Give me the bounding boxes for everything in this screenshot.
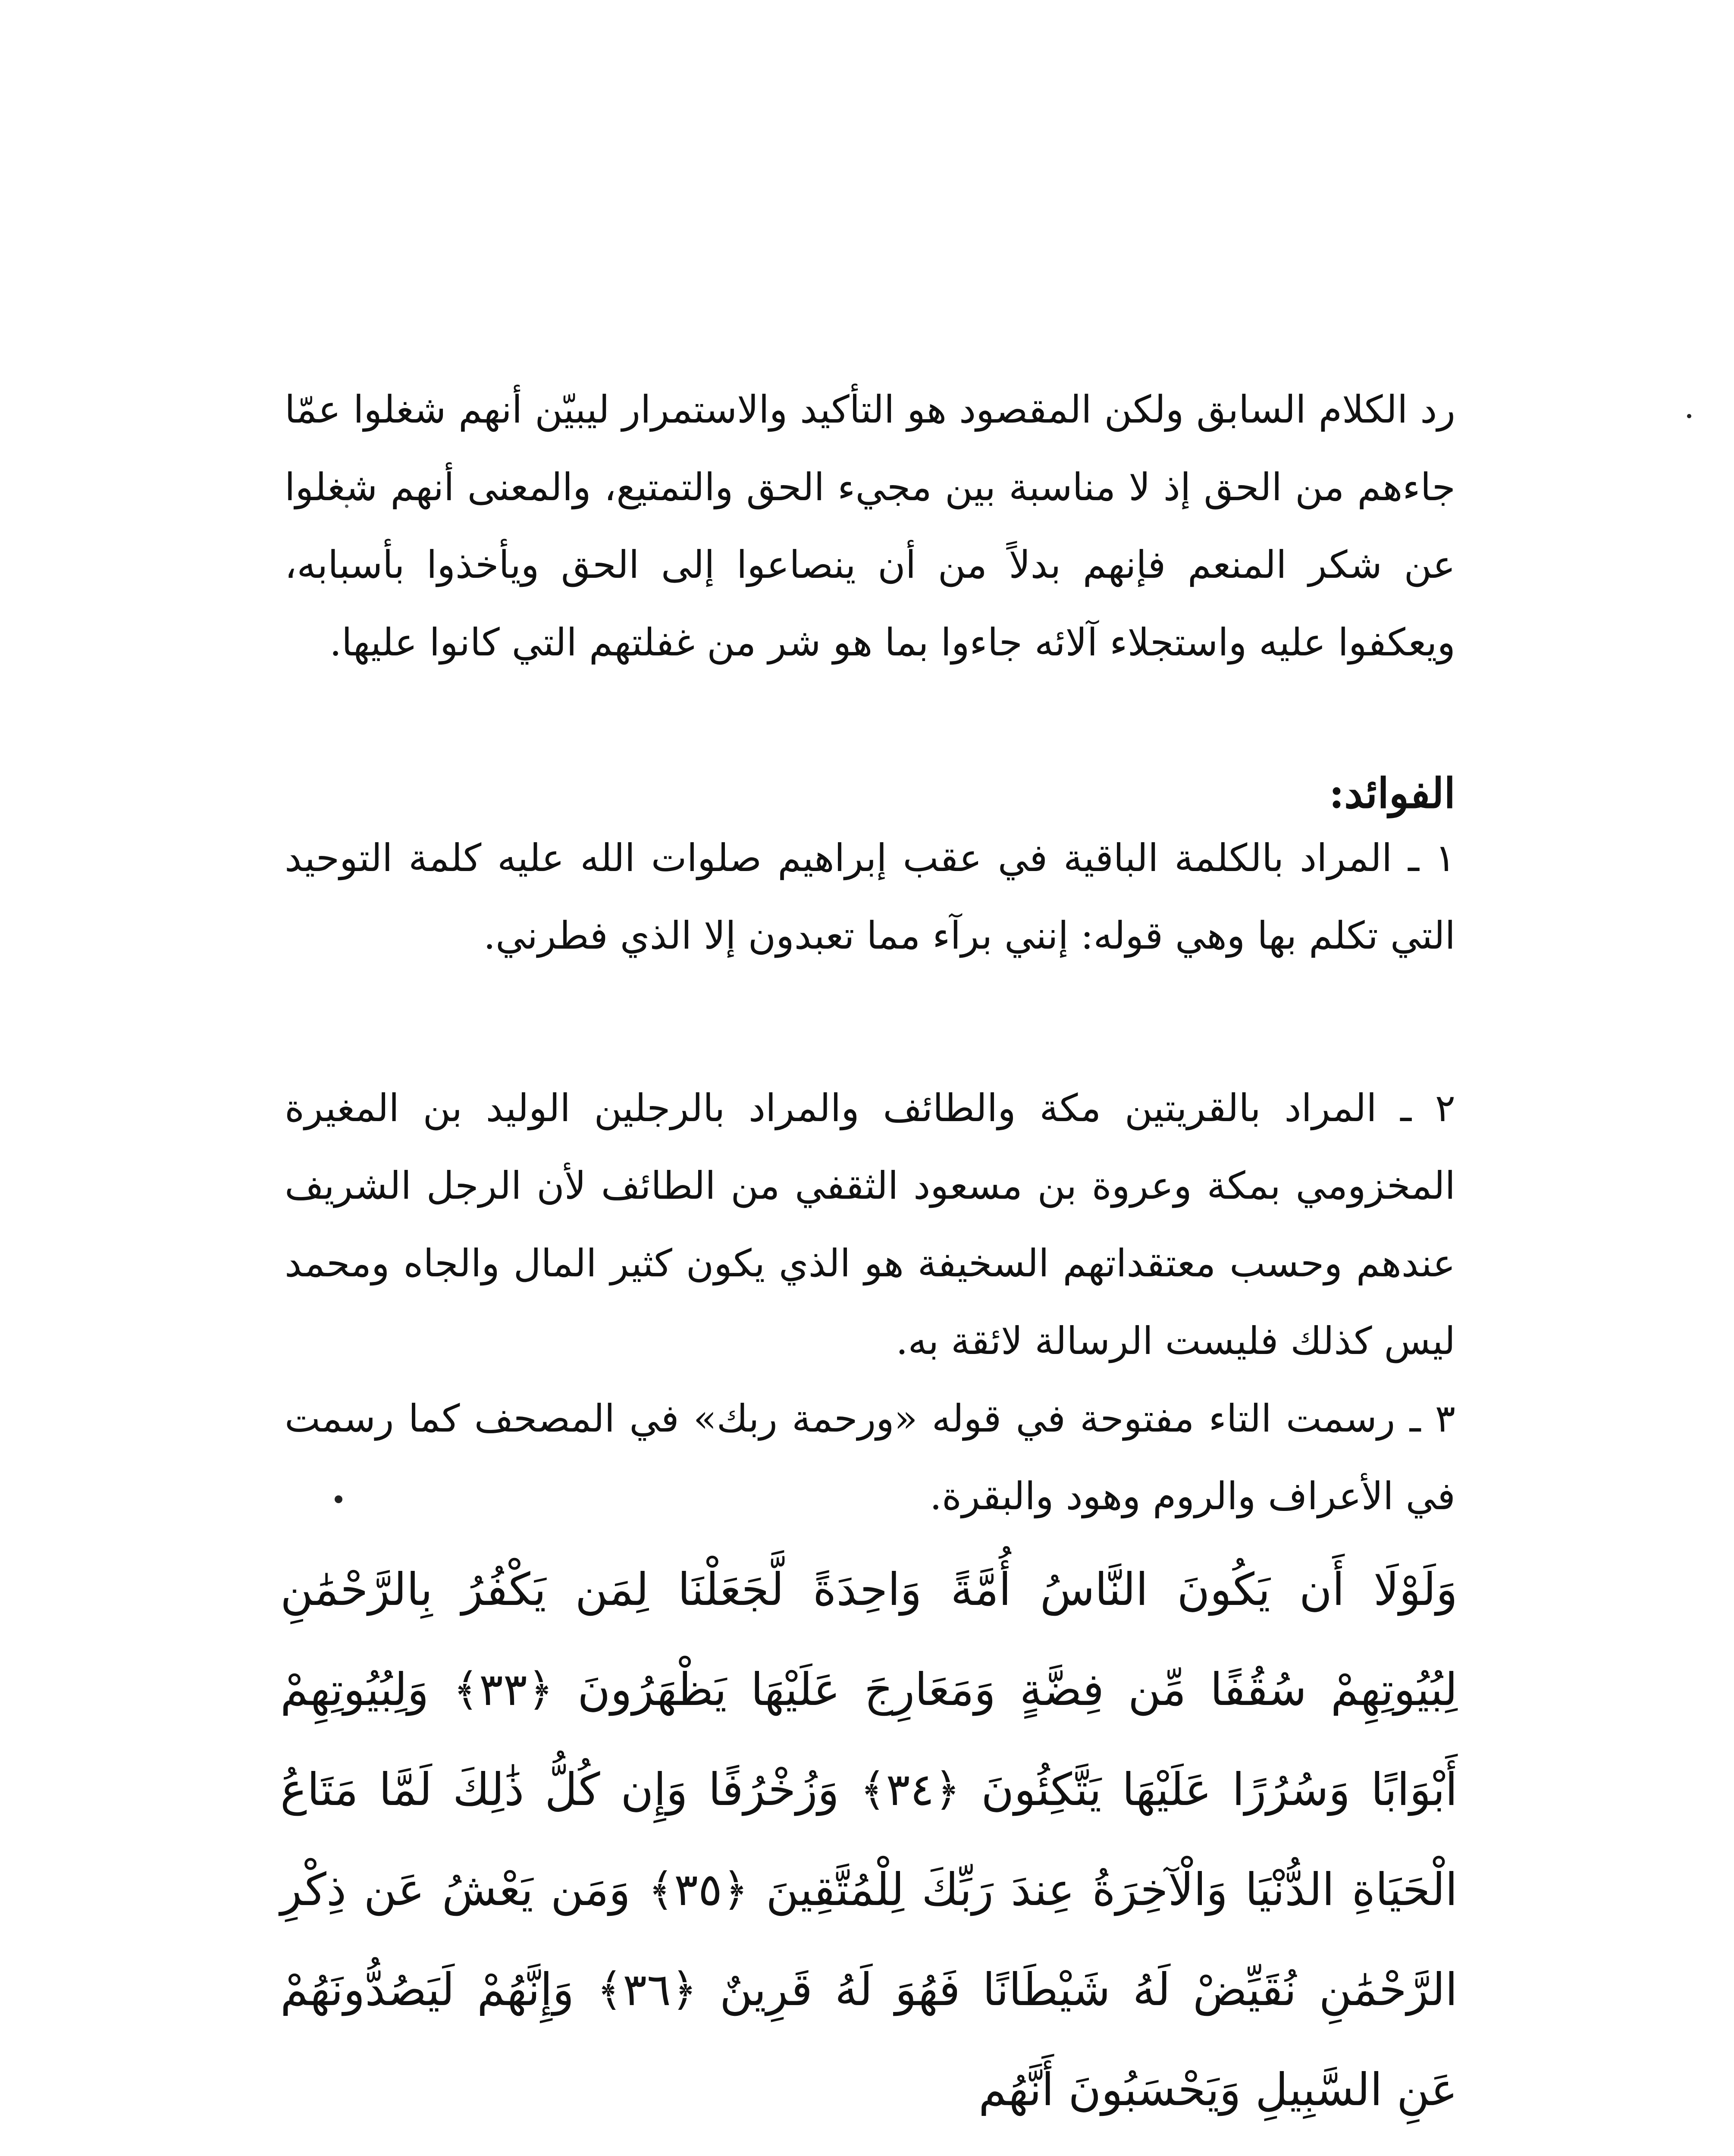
scan-speck — [1687, 414, 1691, 418]
benefit-item-2: ٢ ـ المراد بالقريتين مكة والطائف والمراد بالرجلين الوليد بن المغيرة المخزومي بمكة وعروة بن مسعود الثقفي من الطائف لأن الرجل الشريف عندهم وحسب معتقداتهم السخيفة هو الذي يكون كثير المال والجاه ومحمد ليس كذلك فليست الرسالة لائقة به. — [285, 1086, 1455, 1363]
quran-verses: وَلَوْلَا أَن يَكُونَ النَّاسُ أُمَّةً وَاحِدَةً لَّجَعَلْنَا لِمَن يَكْفُرُ بِالرَّحْمَٰنِ لِبُيُوتِهِمْ سُقُفًا مِّن فِضَّةٍ وَمَعَارِجَ عَلَيْهَا يَظْهَرُونَ ﴿٣٣﴾ وَلِبُيُوتِهِمْ أَبْوَابًا وَسُرُرًا عَلَيْهَا يَتَّكِئُونَ ﴿٣٤﴾ وَزُخْرُفًا وَإِن كُلُّ ذَٰلِكَ لَمَّا مَتَاعُ الْحَيَاةِ الدُّنْيَا وَالْآخِرَةُ عِندَ رَبِّكَ لِلْمُتَّقِينَ ﴿٣٥﴾ وَمَن يَعْشُ عَن ذِكْرِ الرَّحْمَٰنِ نُقَيِّضْ لَهُ شَيْطَانًا فَهُوَ لَهُ قَرِينٌ ﴿٣٦﴾ وَإِنَّهُمْ لَيَصُدُّونَهُمْ عَنِ السَّبِيلِ وَيَحْسَبُونَ أَنَّهُم — [280, 1563, 1458, 2116]
scan-speck — [335, 1495, 342, 1503]
benefit-item-1: ١ ـ المراد بالكلمة الباقية في عقب إبراهيم صلوات الله عليه كلمة التوحيد التي تكلم بها وهي قوله: إنني برآء مما تعبدون إلا الذي فطرني. — [285, 836, 1455, 958]
benefit-item-3: ٣ ـ رسمت التاء مفتوحة في قوله «ورحمة ربك» في المصحف كما رسمت في الأعراف والروم وهود والبقرة. — [285, 1396, 1455, 1518]
commentary-paragraph: رد الكلام السابق ولكن المقصود هو التأكيد والاستمرار ليبيّن أنهم شغلوا عمّا جاءهم من الحق إذ لا مناسبة بين مجيء الحق والتمتيع، والمعنى أنهم شغلوا عن شكر المنعم فإنهم بدلاً من أن ينصاعوا إلى الحق ويأخذوا بأسبابه، ويعكفوا عليه واستجلاء آلائه جاءوا بما هو شر من غفلتهم التي كانوا عليها. — [285, 387, 1455, 664]
benefits-heading: الفوائد: — [1329, 769, 1455, 818]
